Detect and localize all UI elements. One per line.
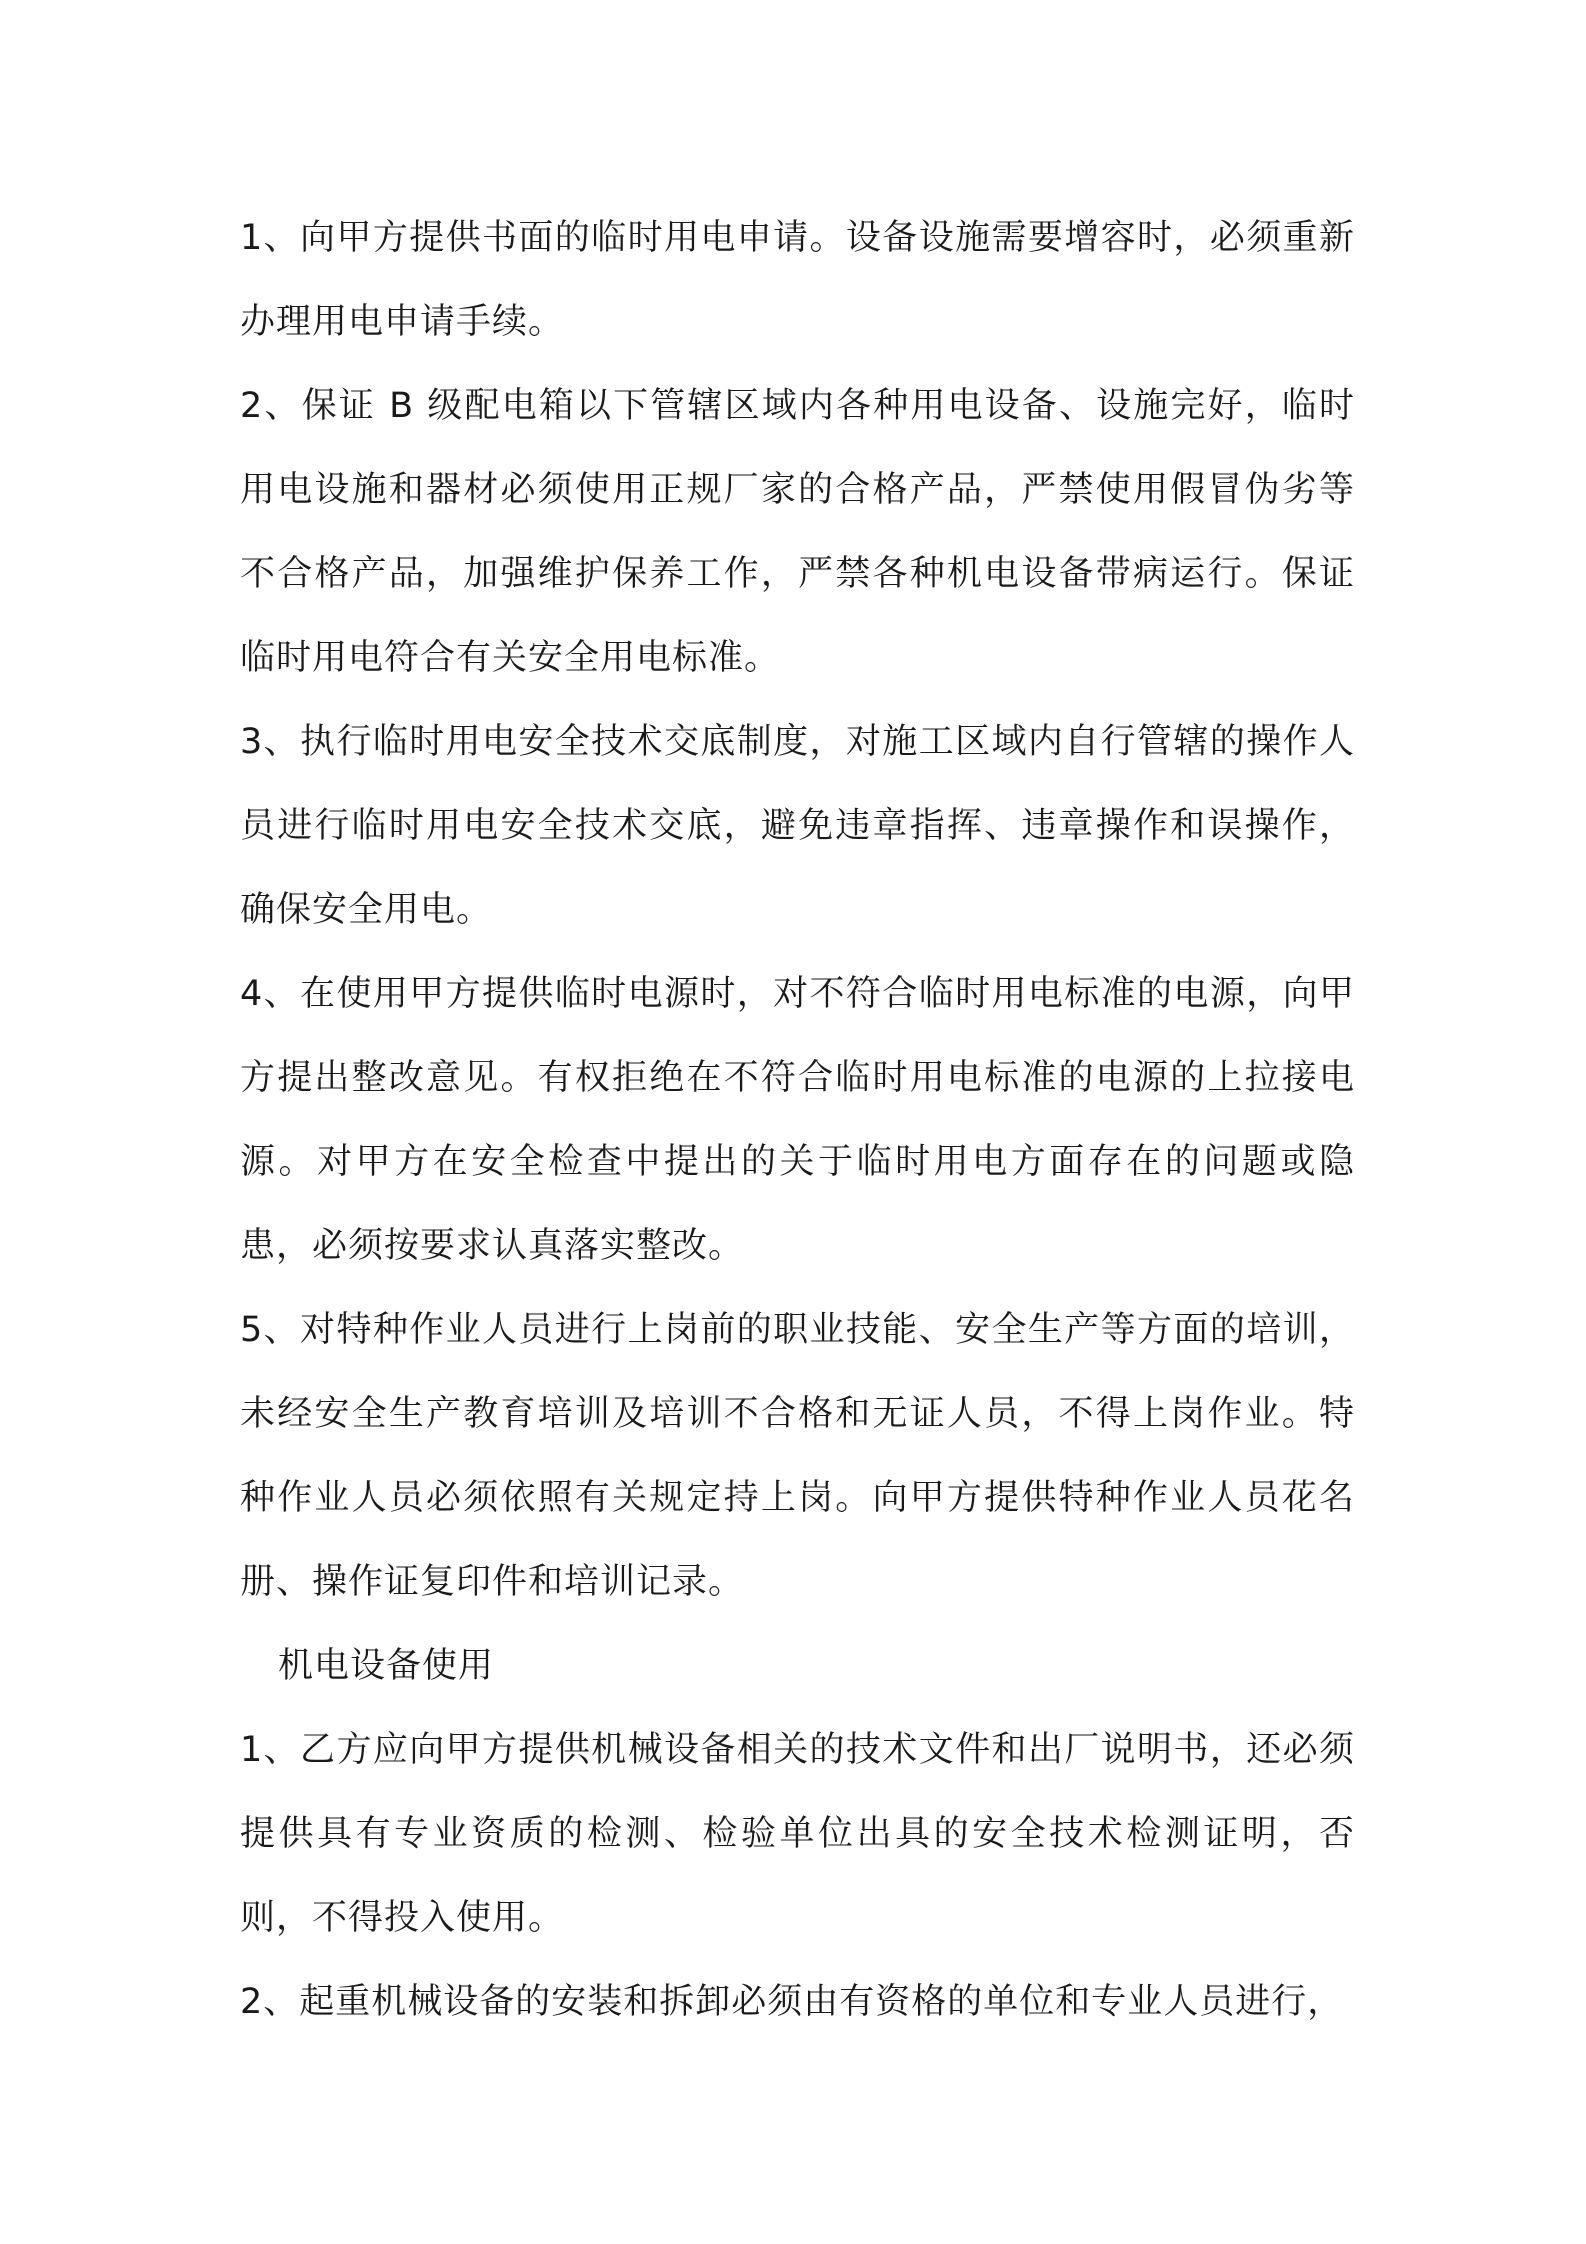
document-body bbox=[240, 196, 1355, 2044]
power-item-5: 5、对特种作业人员进行上岗前的职业技能、安全生产等方面的培训，未经安全生产教育培训及培训不合格和无证人员，不得上岗作业。特种作业人员必须依照有关规定持上岗。向甲方提供特种作业人员花名册、操作证复印件和培训记录。 bbox=[240, 1310, 1355, 1602]
section-heading-equipment: 机电设备使用 bbox=[278, 1646, 495, 1686]
power-item-1: 1、向甲方提供书面的临时用电申请。设备设施需要增容时，必须重新办理用电申请手续。 bbox=[240, 218, 1355, 342]
power-item-3: 3、执行临时用电安全技术交底制度，对施工区域内自行管辖的操作人员进行临时用电安全技术交底，避免违章指挥、违章操作和误操作，确保安全用电。 bbox=[240, 722, 1355, 930]
equipment-item-1: 1、乙方应向甲方提供机械设备相关的技术文件和出厂说明书，还必须提供具有专业资质的检测、检验单位出具的安全技术检测证明，否则，不得投入使用。 bbox=[240, 1730, 1355, 1938]
power-item-4: 4、在使用甲方提供临时电源时，对不符合临时用电标准的电源，向甲方提出整改意见。有权拒绝在不符合临时用电标准的电源的上拉接电源。对甲方在安全检查中提出的关于临时用电方面存在的问题或隐患，必须按要求认真落实整改。 bbox=[240, 974, 1355, 1266]
power-item-2: 2、保证 B 级配电箱以下管辖区域内各种用电设备、设施完好，临时用电设施和器材必须使用正规厂家的合格产品，严禁使用假冒伪劣等不合格产品，加强维护保养工作，严禁各种机电设备带病运行。保证临时用电符合有关安全用电标准。 bbox=[240, 386, 1355, 678]
equipment-item-2: 2、起重机械设备的安装和拆卸必须由有资格的单位和专业人员进行， bbox=[240, 1982, 1344, 2022]
